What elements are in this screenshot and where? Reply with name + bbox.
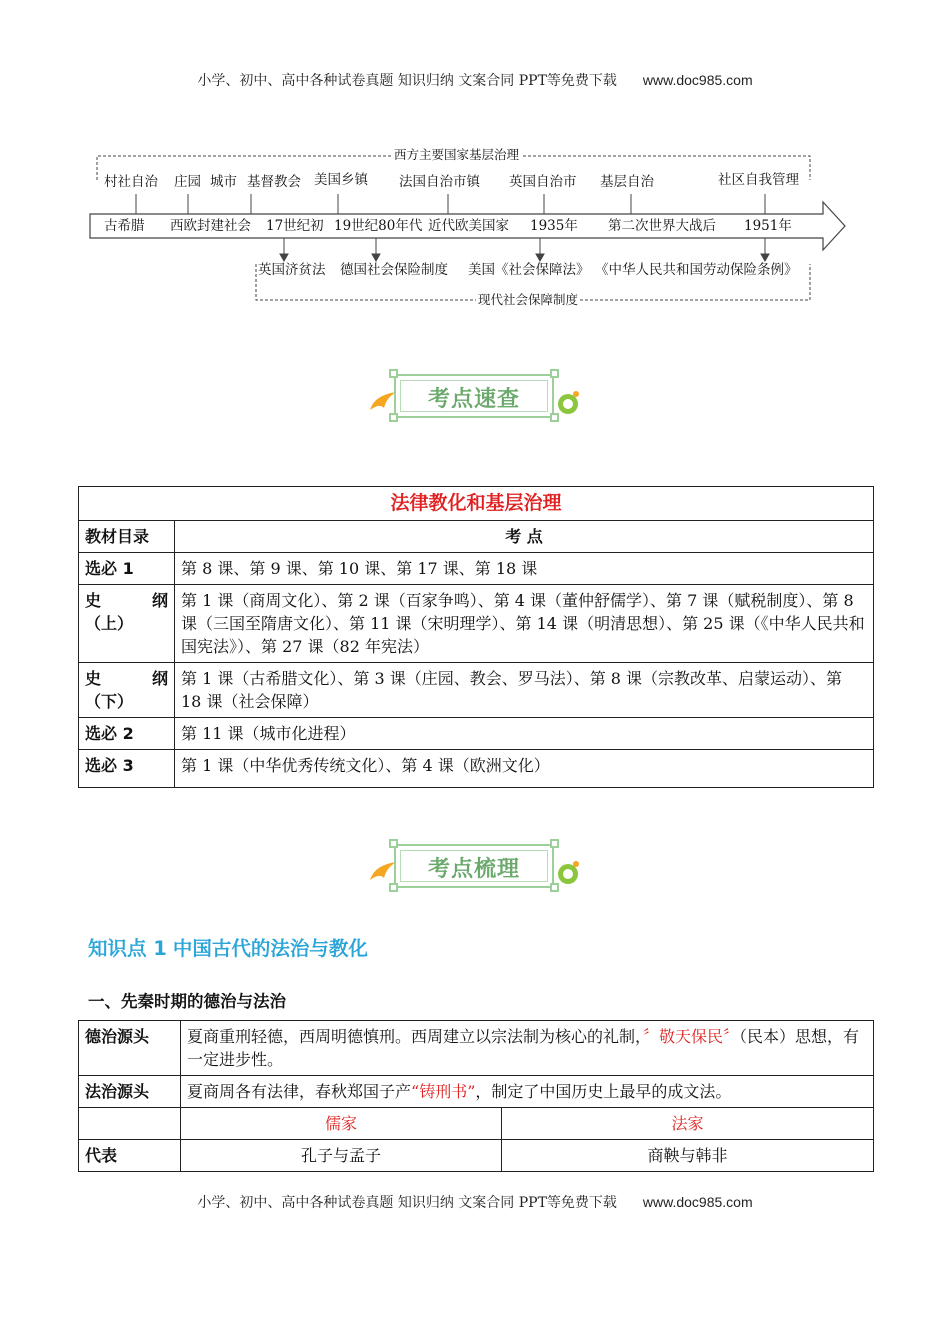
table-row xyxy=(79,1140,874,1172)
header-text: 小学、初中、高中各种试卷真题 知识归纳 文案合同 PPT等免费下载 xyxy=(197,73,617,89)
period-17c: 17世纪初 xyxy=(266,218,324,234)
row-content: 夏商重刑轻德，西周明德慎刑。西周建立以宗法制为核心的礼制，〞敬天保民〞（民本）思想，有一定进步性。 xyxy=(181,1021,874,1076)
section-title: 一、先秦时期的德治与法治 xyxy=(88,992,286,1011)
period-jindai: 近代欧美国家 xyxy=(428,218,509,234)
header-col1: 教材目录 xyxy=(79,521,175,553)
row-content: 第 1 课（中华优秀传统文化）、第 4 课（欧洲文化） xyxy=(175,750,874,788)
event-meiguo-xiangzhen: 美国乡镇 xyxy=(314,172,368,188)
school-fajia: 法家 xyxy=(502,1108,874,1140)
table-kaodian xyxy=(78,486,874,788)
event-laodong-tiaoli: 《中华人民共和国劳动保险条例》 xyxy=(595,262,798,278)
header-col2: 考 点 xyxy=(175,521,874,553)
timeline-top-title: 西方主要国家基层治理 xyxy=(394,147,520,162)
event-jipinfa: 英国济贫法 xyxy=(258,262,326,278)
event-yingguo-zizhi: 英国自治市 xyxy=(509,174,577,190)
kp-number: 知识点 1 xyxy=(88,937,167,960)
footer-url[interactable]: www.doc985.com xyxy=(642,1194,753,1210)
table-title: 法律教化和基层治理 xyxy=(79,487,874,521)
period-19c: 19世纪80年代 xyxy=(334,218,423,234)
kp-text: 中国古代的法治与教化 xyxy=(172,937,368,960)
rep-rujia: 孔子与孟子 xyxy=(181,1140,502,1172)
period-1935: 1935年 xyxy=(530,218,578,234)
knowledge-point-title xyxy=(88,933,368,961)
row-content: 第 11 课（城市化进程） xyxy=(175,718,874,750)
row-content: 第 1 课（古希腊文化）、第 3 课（庄园、教会、罗马法）、第 8 课（宗教改革、启蒙运动）、第 18 课（社会保障） xyxy=(175,663,874,718)
banner-text: 考点梳理 xyxy=(427,857,520,882)
row-label: 选必 3 xyxy=(79,750,175,788)
header-url[interactable]: www.doc985.com xyxy=(642,72,753,88)
row-label: 代表 xyxy=(79,1140,181,1172)
footer-text: 小学、初中、高中各种试卷真题 知识归纳 文案合同 PPT等免费下载 xyxy=(197,1195,617,1211)
period-wwii: 第二次世界大战后 xyxy=(608,218,716,234)
event-chengshi: 城市 xyxy=(210,174,237,190)
event-faguo-zizhi: 法国自治市镇 xyxy=(399,174,480,190)
table-dezhi-fazhi xyxy=(78,1020,874,1172)
row-label: 选必 2 xyxy=(79,718,175,750)
table-row xyxy=(79,553,874,585)
event-zhuangyuan: 庄园 xyxy=(174,174,201,190)
event-jiduhui: 基督教会 xyxy=(247,174,301,190)
event-deguo-baoxian: 德国社会保险制度 xyxy=(340,262,448,278)
row-content: 第 8 课、第 9 课、第 10 课、第 17 课、第 18 课 xyxy=(175,553,874,585)
row-content: 第 1 课（商周文化）、第 2 课（百家争鸣）、第 4 课（董仲舒儒学）、第 7 课（赋税制度）、第 8 课（三国至隋唐文化）、第 11 课（宋明理学）、第 14 课（明清思想）、第 25 课（《中华人民共和国宪法》）、第 27 课（82 年宪法） xyxy=(175,585,874,663)
page-header xyxy=(0,70,950,90)
table-row xyxy=(79,718,874,750)
row-label: 法治源头 xyxy=(79,1076,181,1108)
row-label: 德治源头 xyxy=(79,1021,181,1076)
period-1951: 1951年 xyxy=(744,218,792,234)
table-row xyxy=(79,663,874,718)
event-meiguo-baozhang: 美国《社会保障法》 xyxy=(468,262,590,278)
timeline-bottom-title: 现代社会保障制度 xyxy=(478,292,579,307)
table-row xyxy=(79,750,874,788)
banner-kaodian-suchha xyxy=(364,368,586,428)
ball-icon xyxy=(556,860,582,886)
event-shequ: 社区自我管理 xyxy=(718,172,799,188)
timeline-diagram xyxy=(88,146,850,310)
banner-kaodian-shuli xyxy=(364,838,586,898)
row-label: 史 纲 （上） xyxy=(79,585,175,663)
page-footer xyxy=(0,1192,950,1212)
table-row xyxy=(79,585,874,663)
period-gu-xila: 古希腊 xyxy=(104,218,145,234)
period-xiou: 西欧封建社会 xyxy=(170,218,251,234)
event-jiceng-zizhi: 基层自治 xyxy=(600,174,654,190)
row-content: 夏商周各有法律，春秋郑国子产“铸刑书”，制定了中国历史上最早的成文法。 xyxy=(181,1076,874,1108)
table-row xyxy=(79,1021,874,1076)
table-row xyxy=(79,1076,874,1108)
row-label: 史 纲 （下） xyxy=(79,663,175,718)
row-label: 选必 1 xyxy=(79,553,175,585)
rep-fajia: 商鞅与韩非 xyxy=(502,1140,874,1172)
banner-text: 考点速查 xyxy=(427,387,520,412)
ball-icon xyxy=(556,390,582,416)
school-rujia: 儒家 xyxy=(181,1108,502,1140)
table-row xyxy=(79,1108,874,1140)
event-cunshe: 村社自治 xyxy=(104,174,158,190)
